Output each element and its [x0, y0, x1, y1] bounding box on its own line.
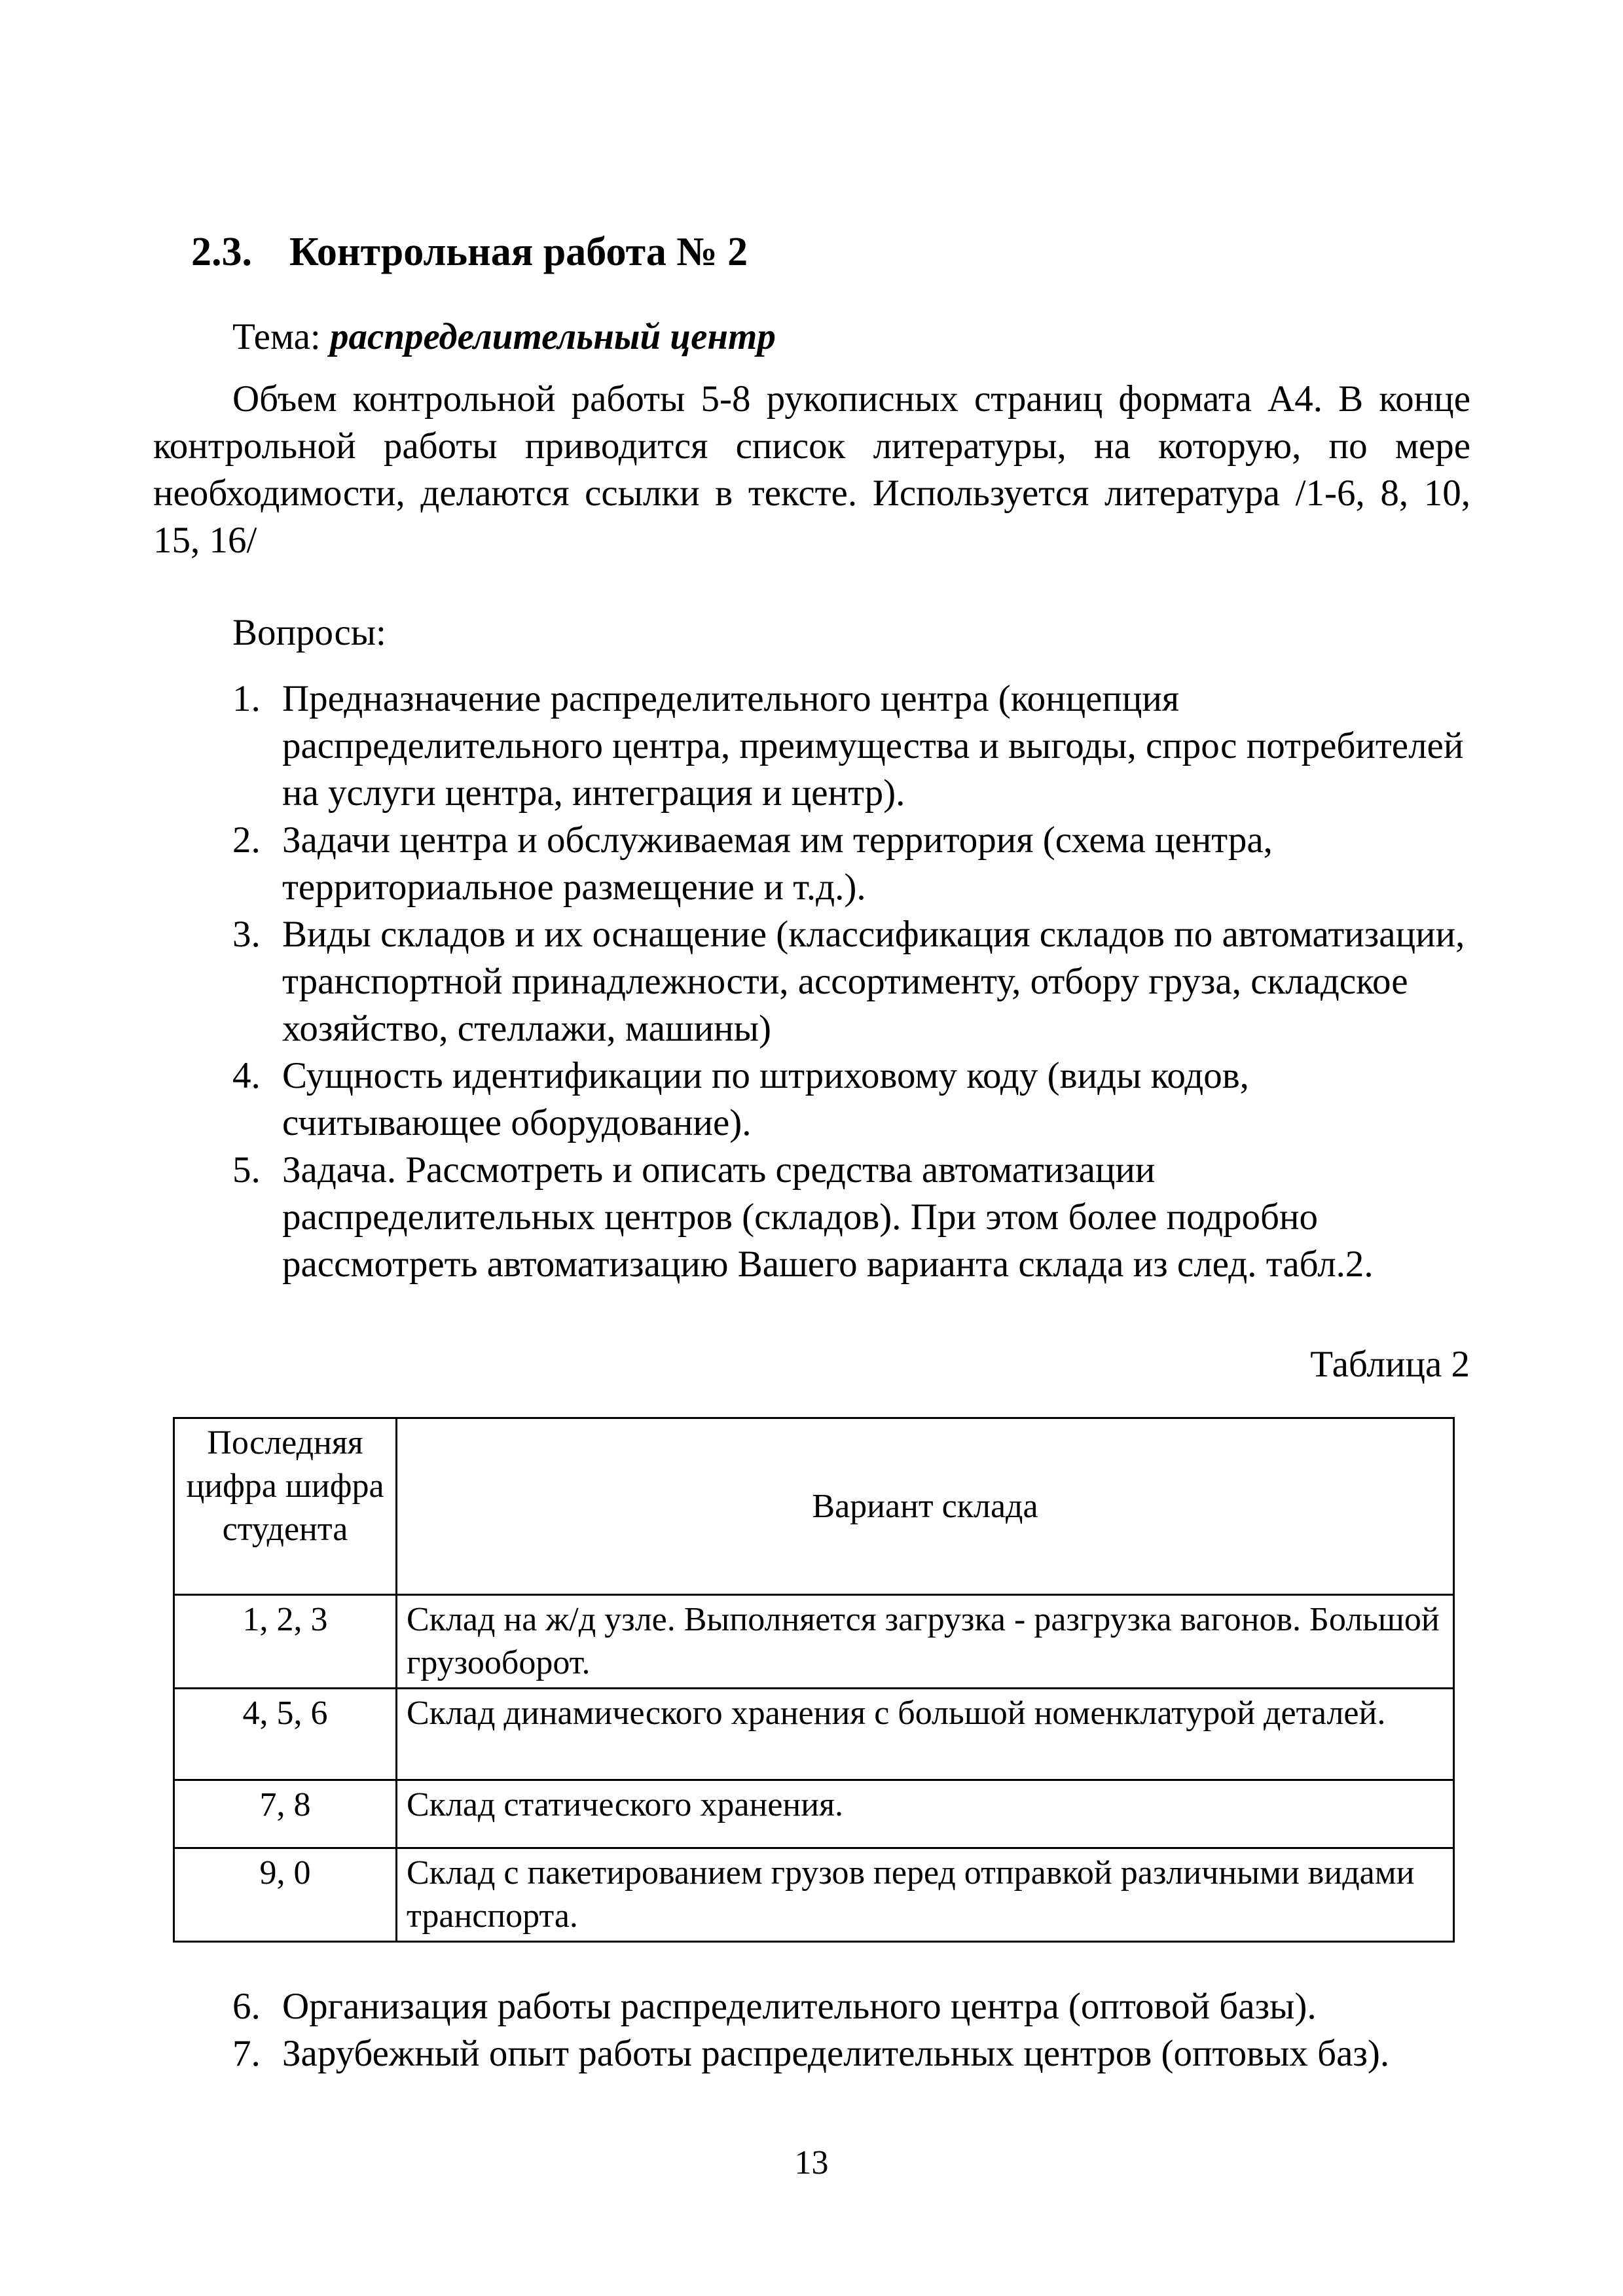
- item-text: Организация работы распределительного центра (оптовой базы).: [282, 1986, 1317, 2027]
- header-variant: Вариант склада: [397, 1418, 1454, 1595]
- cell-variant: Склад с пакетированием грузов перед отправкой различными видами транспорта.: [397, 1848, 1454, 1942]
- list-item: [232, 675, 1476, 817]
- section-number: 2.3.: [191, 230, 252, 274]
- page-number: 13: [794, 2144, 829, 2181]
- item-text: Сущность идентификации по штриховому коду (виды кодов, считывающее оборудование).: [282, 1055, 1249, 1143]
- list-item: [232, 1052, 1476, 1147]
- item-number: 7.: [232, 2033, 261, 2074]
- item-number: 4.: [232, 1055, 261, 1096]
- table-header-row: [174, 1418, 1454, 1595]
- table-row: [174, 1595, 1454, 1689]
- cell-digits: 4, 5, 6: [174, 1689, 397, 1780]
- cell-digits: 7, 8: [174, 1780, 397, 1848]
- item-number: 1.: [232, 678, 261, 719]
- cell-digits: 9, 0: [174, 1848, 397, 1942]
- item-number: 2.: [232, 819, 261, 861]
- item-text: Задача. Рассмотреть и описать средства автоматизации распределительных центров (складов). При этом более подробно рассмотреть автоматизацию Вашего варианта склада из след. табл.2.: [282, 1149, 1374, 1285]
- cell-variant: Склад динамического хранения с большой номенклатурой деталей.: [397, 1689, 1454, 1780]
- table-row: [174, 1780, 1454, 1848]
- cell-variant: Склад на ж/д узле. Выполняется загрузка - разгрузка вагонов. Большой грузооборот.: [397, 1595, 1454, 1689]
- item-text: Зарубежный опыт работы распределительных центров (оптовых баз).: [282, 2033, 1390, 2074]
- list-item: [232, 2030, 1476, 2077]
- volume-paragraph: Объем контрольной работы 5-8 рукописных страниц формата А4. В конце контрольной работы приводится список литературы, на которую, по мере необходимости, делаются ссылки в тексте. Используется литература /1-6, 8, 10, 15, 16/: [153, 378, 1470, 561]
- list-item: [232, 1147, 1476, 1288]
- questions-list-continued: [232, 1983, 1476, 2077]
- cell-variant: Склад статического хранения.: [397, 1780, 1454, 1848]
- topic-value: распределительный центр: [330, 316, 776, 357]
- section-heading: [191, 223, 748, 281]
- item-number: 5.: [232, 1149, 261, 1191]
- item-number: 6.: [232, 1986, 261, 2027]
- topic-label: Тема:: [232, 316, 321, 357]
- topic-line: [232, 308, 776, 367]
- list-item: [232, 911, 1476, 1052]
- item-text: Задачи центра и обслуживаемая им территория (схема центра, территориальное размещение и т.д.).: [282, 819, 1273, 908]
- cell-digits: 1, 2, 3: [174, 1595, 397, 1689]
- list-item: [232, 1983, 1476, 2030]
- table-caption: Таблица 2: [1310, 1344, 1470, 1385]
- item-number: 3.: [232, 914, 261, 955]
- table-row: [174, 1848, 1454, 1942]
- header-digit: Последняя цифра шифра студента: [174, 1418, 397, 1595]
- variants-table: [173, 1417, 1455, 1943]
- item-text: Виды складов и их оснащение (классификация складов по автоматизации, транспортной принадлежности, ассортименту, отбору груза, складское хозяйство, стеллажи, машины): [282, 914, 1465, 1049]
- questions-label: Вопросы:: [232, 612, 386, 653]
- list-item: [232, 817, 1476, 911]
- section-title: Контрольная работа № 2: [289, 230, 748, 274]
- table-row: [174, 1689, 1454, 1780]
- item-text: Предназначение распределительного центра (концепция распределительного центра, преимущества и выгоды, спрос потребителей на услуги центра, интеграция и центр).: [282, 678, 1464, 814]
- questions-list: [232, 675, 1476, 1288]
